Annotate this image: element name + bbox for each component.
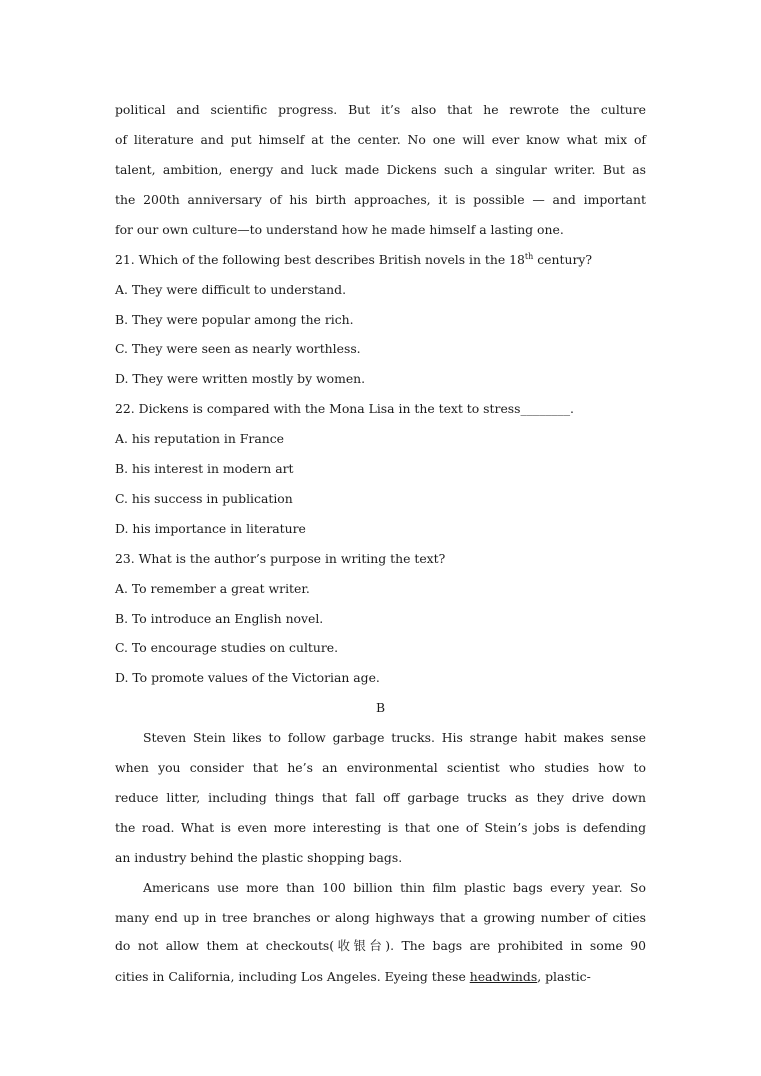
paragraph-line: Americans use more than 100 billion thin film plastic bags every year. So <box>143 880 646 895</box>
option-21-b: B. They were popular among the rich. <box>115 312 354 327</box>
superscript: th <box>524 252 534 261</box>
option-21-c: C. They were seen as nearly worthless. <box>115 341 361 356</box>
option-23-b: B. To introduce an English novel. <box>115 611 324 626</box>
option-23-a: A. To remember a great writer. <box>115 581 310 596</box>
paragraph-line: reduce litter, including things that fall off garbage trucks as they drive down <box>115 790 646 805</box>
paragraph-line: of literature and put himself at the center. No one will ever know what mix of <box>115 132 646 147</box>
question-21-stem <box>115 252 646 268</box>
option-22-a: A. his reputation in France <box>115 431 284 446</box>
paragraph-line <box>115 969 646 985</box>
question-22-stem: 22. Dickens is compared with the Mona Lisa in the text to stress________. <box>115 401 574 416</box>
underlined-word: headwinds <box>469 969 538 984</box>
section-title: B <box>375 700 386 715</box>
option-21-d: D. They were written mostly by women. <box>115 371 366 386</box>
option-22-b: B. his interest in modern art <box>115 461 294 476</box>
text-segment: , plastic- <box>537 969 591 984</box>
option-23-d: D. To promote values of the Victorian age. <box>115 670 380 685</box>
option-22-c: C. his success in publication <box>115 491 293 506</box>
paragraph-line: political and scientific progress. But it’s also that he rewrote the culture <box>115 102 646 117</box>
paragraph-line: Steven Stein likes to follow garbage trucks. His strange habit makes sense <box>143 730 646 745</box>
text-segment: cities in California, including Los Angeles. Eyeing these <box>115 969 470 984</box>
question-23-stem: 23. What is the author’s purpose in writing the text? <box>115 551 446 566</box>
option-21-a: A. They were difficult to understand. <box>115 282 347 297</box>
paragraph-line: when you consider that he’s an environmental scientist who studies how to <box>115 760 646 775</box>
paragraph-line: the road. What is even more interesting is that one of Stein’s jobs is defending <box>115 820 646 835</box>
paragraph-line: the 200th anniversary of his birth approaches, it is possible — and important <box>115 192 646 207</box>
question-stem-text: century? <box>533 252 593 267</box>
paragraph-line: talent, ambition, energy and luck made Dickens such a singular writer. But as <box>115 162 646 177</box>
option-23-c: C. To encourage studies on culture. <box>115 640 339 655</box>
paragraph-text <box>115 969 591 985</box>
option-22-d: D. his importance in literature <box>115 521 306 536</box>
paragraph-line: for our own culture—to understand how he made himself a lasting one. <box>115 222 564 237</box>
question-stem-text: 21. Which of the following best describes British novels in the 18 <box>115 252 525 267</box>
paragraph-line: do not allow them at checkouts(收银台). The bags are prohibited in some 90 <box>115 938 646 953</box>
paragraph-line: many end up in tree branches or along highways that a growing number of cities <box>115 910 646 925</box>
paragraph-line: an industry behind the plastic shopping bags. <box>115 850 403 865</box>
